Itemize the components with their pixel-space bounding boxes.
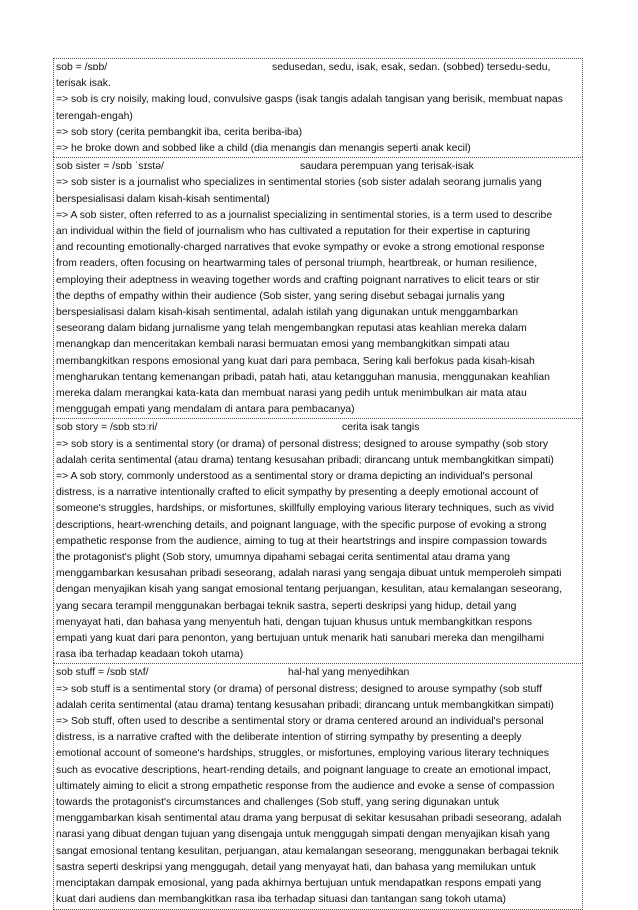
entry-sob: [53, 58, 583, 157]
definition-line: menyayat hati, dan bahasa yang menyentuh hati, dengan tujuan khusus untuk membangkitkan respons: [56, 616, 532, 628]
definition-line: rasa iba terhadap keadaan tokoh utama): [56, 649, 244, 661]
definition-line: kuat dari audiens dan membangkitkan rasa iba terhadap situasi dan tantangan sang tokoh utama): [56, 894, 506, 906]
translation: sedusedan, sedu, isak, esak, sedan. (sobbed) tersedu-sedu,: [272, 62, 551, 73]
definition-line: employing their adeptness in weaving together words and crafting poignant narratives to elicit tears or stir: [56, 274, 540, 286]
headword: sob stuff = /sɒb stʌf/: [56, 667, 149, 679]
definition-line: menciptakan dampak emosional, yang pada akhirnya bertujuan untuk mendapatkan respons empati yang: [56, 878, 542, 890]
definition-line: menggambarkan kisah sentimental atau drama yang berpusat di sekitar kesusahan pribadi seseorang, adalah: [56, 813, 562, 825]
translation: hal-hal yang menyedihkan: [288, 667, 410, 679]
definition-line: menggambarkan kesusahan pribadi seseorang, adalah narasi yang sengaja dibuat untuk memperoleh simpati: [56, 568, 562, 580]
definition-line: emotional account of someone's hardships, struggles, or misfortunes, employing various literary techniques: [56, 748, 549, 760]
definition-line: => sob sister is a journalist who specializes in sentimental stories (sob sister adalah seorang jurnalis yang: [56, 177, 542, 189]
definition-line: mengharukan tentang kemenangan pribadi, patah hati, atau ketangguhan manusia, menggunakan keahlian: [56, 371, 550, 383]
definition-line: => A sob story, commonly understood as a sentimental story or drama depicting an individual's personal: [56, 471, 533, 483]
definition-line: menangkap dan menceritakan kembali narasi bermuatan emosi yang membangkitkan simpati atau: [56, 339, 510, 351]
definition-line: sangat emosional tentang kesulitan, perjuangan, atau kemalangan seseorang, menggunakan berbagai teknik: [56, 845, 559, 857]
definition-line: empathetic response from the audience, aiming to tug at their heartstrings and inspire compassion towards: [56, 535, 547, 547]
definition-line: seseorang dalam bidang jurnalisme yang telah mengembangkan reputasi atas keahlian mereka dalam: [56, 323, 527, 335]
definition-line: => sob stuff is a sentimental story (or drama) of personal distress; designed to arouse sympathy (sob stuff: [56, 683, 542, 695]
definition-line: => sob story (cerita pembangkit iba, cerita beriba-iba): [56, 126, 303, 138]
definition-line: such as evocative descriptions, heart-rending details, and poignant language to create an emotional impact,: [56, 764, 552, 776]
entry-sob-sister: [53, 157, 583, 418]
definition-line: => sob story is a sentimental story (or drama) of personal distress; designed to arouse sympathy (sob story: [56, 438, 549, 450]
definition-line: towards the protagonist's circumstances and challenges (Sob stuff, yang sering digunakan untuk: [56, 797, 500, 809]
entry-sob-story: [53, 418, 583, 663]
definition-line: distress, is a narrative intentionally crafted to elicit sympathy by presenting a deeply emotional account of: [56, 487, 539, 499]
definition-line: ultimately aiming to elicit a strong empathetic response from the audience and evoke a sense of compassion: [56, 780, 555, 792]
definition-line: adalah cerita sentimental (atau drama) tentang kesusahan pribadi; dirancang untuk membangkitkan simpati): [56, 699, 554, 711]
entry-header: [56, 60, 580, 76]
definition-line: berspesialisasi dalam kisah-kisah sentimental, adalah istilah yang digunakan untuk menggambarkan: [56, 307, 519, 319]
definition-line: and recounting emotionally-charged narratives that evoke sympathy or evoke a strong emotional response: [56, 242, 545, 254]
definition-line: terisak isak.: [56, 78, 111, 90]
translation: cerita isak tangis: [342, 422, 420, 434]
definition-line: => A sob sister, often referred to as a journalist specializing in sentimental stories, is a term used to describe: [56, 209, 553, 221]
definition-line: menggugah empati yang mendalam di antara para pembacanya): [56, 404, 355, 416]
definition-line: distress, is a narrative crafted with the deliberate intention of stirring sympathy by presenting a deeply: [56, 732, 522, 744]
definition-line: => Sob stuff, often used to describe a sentimental story or drama centered around an individual's personal: [56, 716, 544, 728]
definition-line: berspesialisasi dalam kisah-kisah sentimental): [56, 193, 270, 205]
entry-header: [56, 159, 580, 175]
definition-line: => he broke down and sobbed like a child (dia menangis dan menangis seperti anak kecil): [56, 143, 471, 154]
headword: sob sister = /sɒb ˈsɪstə/: [56, 161, 164, 173]
definition-line: narasi yang dibuat dengan tujuan yang disengaja untuk menggugah simpati dengan menyajikan kisah yang: [56, 829, 550, 841]
headword: sob = /sɒb/: [56, 62, 108, 73]
definition-line: sastra seperti deskripsi yang menggugah, detail yang menyayat hati, dan bahasa yang memilukan untuk: [56, 861, 536, 873]
definition-line: an individual within the field of journalism who has cultivated a reputation for their expertise in capturing: [56, 226, 531, 237]
definition-line: someone's struggles, hardships, or misfortunes, skillfully employing various literary techniques, such as vivid: [56, 503, 555, 515]
headword: sob story = /sɒb stɔːri/: [56, 422, 158, 434]
definition-line: the depths of empathy within their audience (Sob sister, yang sering disebut sebagai jurnalis yang: [56, 290, 505, 302]
definition-line: membangkitkan respons emosional yang kuat dari para pembaca, Sering kali berfokus pada kisah-kisah: [56, 355, 535, 367]
definition-line: descriptions, heart-wrenching details, and poignant language, with the specific purpose of evoking a strong: [56, 519, 547, 531]
definition-line: the protagonist's plight (Sob story, umumnya dipahami sebagai cerita sentimental atau drama yang: [56, 552, 511, 564]
definition-line: terengah-engah): [56, 110, 133, 122]
definition-line: dengan menyajikan kisah yang sangat emosional tentang perjuangan, kesulitan, atau kemalangan seseorang,: [56, 584, 563, 596]
entry-sob-stuff: [53, 663, 583, 909]
translation: saudara perempuan yang terisak-isak: [300, 161, 474, 173]
definition-line: yang secara terampil menggunakan berbagai teknik sastra, seperti deskripsi yang hidup, detail yang: [56, 600, 517, 612]
definition-line: from readers, often focusing on heartwarming tales of personal triumph, heartbreak, or human resilience,: [56, 258, 538, 270]
definition-line: adalah cerita sentimental (atau drama) tentang kesusahan pribadi; dirancang untuk membangkitkan simpati): [56, 454, 554, 466]
definition-line: empati yang kuat dari para penonton, yang bertujuan untuk menarik hati sanubari mereka dan mengilhami: [56, 633, 545, 645]
entry-header: [56, 665, 580, 681]
dictionary-document: [53, 58, 583, 910]
definition-line: mereka dalam merangkai kata-kata dan membuat narasi yang pedih untuk menimbulkan air mata atau: [56, 388, 527, 400]
definition-line: => sob is cry noisily, making loud, convulsive gasps (isak tangis adalah tangisan yang berisik, membuat napas: [56, 94, 563, 106]
entry-header: [56, 420, 580, 436]
